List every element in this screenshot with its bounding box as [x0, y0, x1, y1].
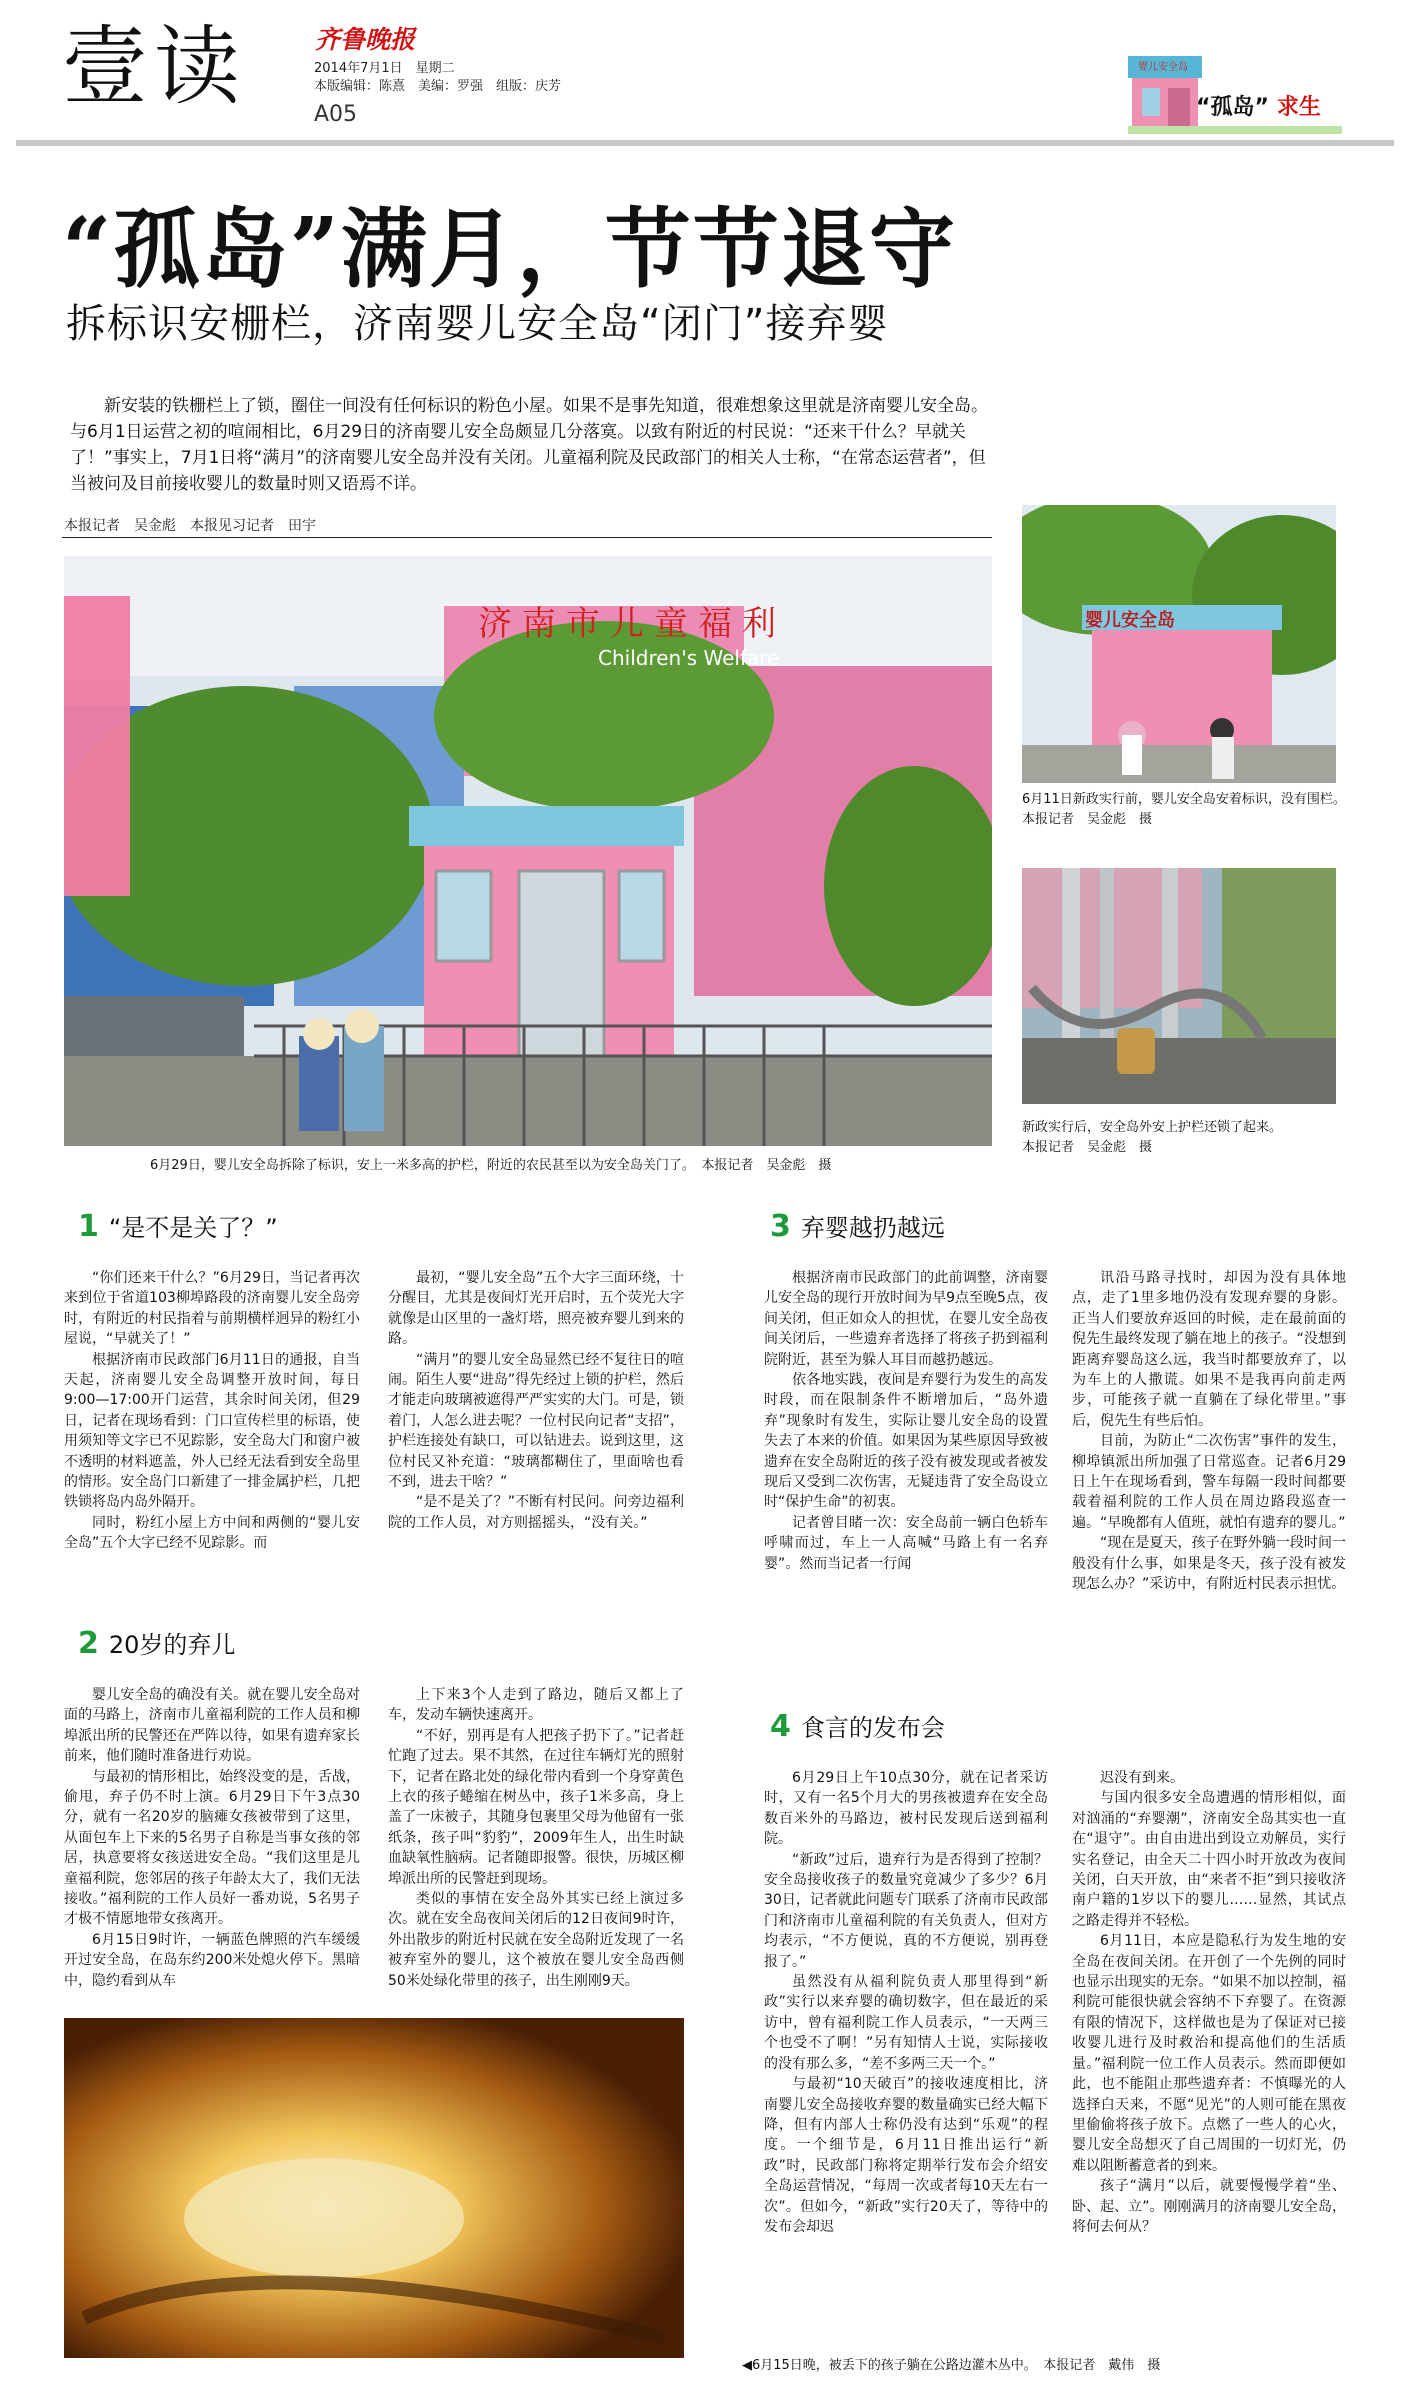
byline: 本报记者 吴金彪 本报见习记者 田宇 — [64, 518, 316, 534]
body-paragraph: 婴儿安全岛的确没有关。就在婴儿安全岛对面的马路上，济南市儿童福利院的工作人员和柳埠派出所的民警还在严阵以待，如果有遗弃家长前来，他们随时准备进行劝说。 — [64, 1687, 360, 1765]
section-3-number: 3 — [770, 1209, 791, 1244]
body-paragraph: “不好，别再是有人把孩子扔下了。”记者赶忙跑了过去。果不其然，在过往车辆灯光的照射下，记者在路北处的绿化带内看到一个身穿黄色上衣的孩子蜷缩在树丛中，孩子1米多高，身上盖了一床被子，其随身包裹里父母为他留有一张纸条，孩子叫“豹豹”，2009年生人，出生时缺血缺氧性脑病。记者随即报警。很快，历城区柳埠派出所的民警赶到现场。 — [388, 1727, 684, 1887]
body-paragraph: 6月29日上午10点30分，就在记者采访时，又有一名5个月大的男孩被遗弃在安全岛数百米外的马路边，被村民发现后送到福利院。 — [764, 1770, 1048, 1848]
right-mid-photo — [1022, 868, 1336, 1104]
right-top-photo — [1022, 505, 1336, 783]
editors-line: 本版编辑：陈熹 美编：罗强 组版：庆芳 — [314, 79, 562, 94]
logo-top-text: 婴儿安全岛 — [1138, 62, 1188, 73]
header-rule — [16, 140, 1394, 146]
body-text — [764, 1268, 1048, 1574]
byline-rule — [62, 537, 992, 538]
bottom-photo — [64, 2018, 684, 2358]
body-paragraph: “满月”的婴儿安全岛显然已经不复往日的喧闹。陌生人要“进岛”得先经过上锁的护栏，然后才能走向玻璃被遮得严严实实的大门。可是，锁着门，人怎么进去呢？一位村民向记者“支招”，护栏连接处有缺口，可以钻进去。说到这里，这位村民又补充道：“玻璃都糊住了，里面啥也看不到，进去干啥？” — [388, 1351, 684, 1491]
body-text — [764, 1768, 1048, 2237]
section-4-title — [770, 1708, 945, 1744]
photo-sign-text: 济南市儿童福利 — [478, 604, 786, 644]
body-text — [1072, 1268, 1346, 1595]
body-paragraph: 目前，为防止“二次伤害”事件的发生，柳埠镇派出所加强了日常巡查。记者6月29日上午在现场看到，警车每隔一段时间都要载着福利院的工作人员在周边路段巡查一遍。“早晚都有人值班，就怕有遗弃的婴儿。” — [1072, 1433, 1346, 1531]
section-3-title — [770, 1208, 945, 1244]
body-paragraph: 记者曾目睹一次：安全岛前一辆白色轿车呼啸而过，车上一人高喊“马路上有一名弃婴”。然而当记者一行闻 — [764, 1514, 1048, 1572]
section-4-title-text: 食言的发布会 — [800, 1714, 945, 1742]
logo-label: “孤岛” — [1196, 95, 1269, 120]
page-number: A05 — [314, 102, 358, 127]
body-paragraph: 孩子“满月”以后，就要慢慢学着“坐、卧、起、立”。刚刚满月的济南婴儿安全岛，将何去何从？ — [1072, 2178, 1346, 2235]
section-1-number: 1 — [78, 1209, 99, 1244]
body-paragraph: 根据济南市民政部门的此前调整，济南婴儿安全岛的现行开放时间为早9点至晚5点，夜间关闭，但正如众人的担忧，在婴儿安全岛夜间关闭后，一些遗弃者选择了将孩子扔到福利院附近，甚至为躲人耳目而越扔越远。 — [764, 1270, 1048, 1368]
body-paragraph: 6月15日9时许，一辆蓝色牌照的汽车缓缓开过安全岛，在岛东约200米处熄火停下。黑暗中，隐约看到从车 — [64, 1931, 360, 1989]
section-2-title-text: 20岁的弃儿 — [108, 1631, 236, 1659]
date-line: 2014年7月1日 星期二 — [314, 61, 455, 76]
body-paragraph: 上下来3个人走到了路边，随后又都上了车，发动车辆快速离开。 — [388, 1687, 684, 1724]
right-mid-caption: 新政实行后，安全岛外安上护栏还锁了起来。 本报记者 吴金彪 摄 — [1022, 1120, 1341, 1155]
body-text — [388, 1268, 684, 1533]
body-paragraph: “现在是夏天，孩子在野外躺一段时间一般没有什么事，如果是冬天，孩子没有被发现怎么办？”采访中，有附近村民表示担忧。 — [1072, 1535, 1346, 1593]
section-4-col-1 — [764, 1768, 1048, 2342]
lead-paragraph: 新安装的铁栅栏上了锁，圈住一间没有任何标识的粉色小屋。如果不是事先知道，很难想象这里就是济南婴儿安全岛。与6月1日运营之初的喧闹相比，6月29日的济南婴儿安全岛颇显几分落寞。以致有附近的村民说：“还来干什么？早就关了！”事实上，7月1日将“满月”的济南婴儿安全岛并没有关闭。儿童福利院及民政部门的相关人士称，“在常态运营者”，但当被问及目前接收婴儿的数量时则又语焉不详。 — [70, 396, 988, 494]
body-paragraph: “新政”过后，遗弃行为是否得到了控制？安全岛接收孩子的数量究竟减少了多少？6月30日，记者就此问题专门联系了济南市民政部门和济南市儿童福利院的有关负责人，但对方均表示，“不方便说，真的不方便说，别再登报了。” — [764, 1851, 1048, 1970]
body-paragraph: 类似的事情在安全岛外其实已经上演过多次。就在安全岛夜间关闭后的12日夜间9时许，外出散步的附近村民就在安全岛附近发现了一名被弃室外的婴儿，这个被放在婴儿安全岛西侧50米处绿化带里的孩子，出生刚刚9天。 — [388, 1891, 684, 1989]
main-photo-caption: 6月29日，婴儿安全岛拆除了标识，安上一米多高的护栏，附近的农民甚至以为安全岛关门了。 本报记者 吴金彪 摄 — [150, 1158, 832, 1173]
section-1-col-2 — [388, 1268, 684, 1618]
subhead: 拆标识安栅栏，济南婴儿安全岛“闭门”接弃婴 — [66, 301, 889, 347]
section-3-title-text: 弃婴越扔越远 — [800, 1214, 945, 1242]
section-2-title — [78, 1625, 235, 1661]
body-text — [64, 1268, 360, 1554]
section-3-col-2 — [1072, 1268, 1346, 1676]
body-paragraph: “是不是关了？”不断有村民问。问旁边福利院的工作人员，对方则摇摇头，“没有关。” — [388, 1494, 684, 1531]
body-text — [1072, 1768, 1346, 2237]
paper-logo: 齐鲁晚报 — [315, 25, 416, 54]
body-paragraph: 6月11日，本应是隐私行为发生地的安全岛在夜间关闭。在开创了一个先例的同时也显示出现实的无奈。“如果不加以控制，福利院可能很快就会容纳不下弃婴了。在资源有限的情况下，这样做也是为了保证对已接收婴儿进行及时救治和提高他们的生活质量。”福利院一位工作人员表示。然而即便如此，也不能阻止那些遗弃者：不慎曝光的人选择白天来，不愿“见光”的人则可能在黑夜里偷偷将孩子放下。点燃了一些人的心火，婴儿安全岛想灭了自己周围的一切灯光，仍难以阻断蓄意者的到来。 — [1072, 1933, 1346, 2174]
body-paragraph: “你们还来干什么？”6月29日，当记者再次来到位于省道103柳埠路段的济南婴儿安全岛旁时，有附近的村民指着与前期横样迥异的粉红小屋说，“早就关了！” — [64, 1270, 360, 1348]
photo-sign-en: Children's Welfare — [598, 646, 780, 670]
right-top-caption: 6月11日新政实行前，婴儿安全岛安着标识，没有围栏。 本报记者 吴金彪 摄 — [1022, 792, 1353, 827]
logo-label-red: 求生 — [1276, 95, 1321, 120]
body-paragraph: 讯沿马路寻找时，却因为没有具体地点，走了1里多地仍没有发现弃婴的身影。正当人们要放弃返回的时候，走在最前面的倪先生最终发现了躺在地上的孩子。“没想到距离弃婴岛这么远，我当时都要放弃了，以为车上的人撒谎。如果不是我再向前走两步，可能孩子就一直躺在了绿化带里。”事后，倪先生有些后怕。 — [1072, 1270, 1346, 1429]
section-4-col-2 — [1072, 1768, 1346, 2342]
section-2-col-2 — [388, 1685, 684, 2005]
section-4-number: 4 — [770, 1709, 791, 1744]
section-1-title — [78, 1208, 278, 1244]
section-3-col-1 — [764, 1268, 1048, 1676]
body-paragraph: 虽然没有从福利院负责人那里得到“新政”实行以来弃婴的确切数字，但在最近的采访中，曾有福利院工作人员表示，“一天两三个也受不了啊！”另有知情人士说，实际接收的没有那么多，“差不多两三天一个。” — [764, 1974, 1048, 2072]
body-paragraph: 与最初“10天破百”的接收速度相比，济南婴儿安全岛接收弃婴的数量确实已经大幅下降，但有内部人士称仍没有达到“乐观”的程度。一个细节是，6月11日推出运行“新政”时，民政部门称将定期举行发布会介绍安全岛运营情况，“每周一次或者每10天左右一次”。但如今，“新政”实行20天了，等待中的发布会却迟 — [764, 2076, 1048, 2235]
body-paragraph: 与最初的情形相比，始终没变的是，舌战，偷甩，弃子仍不时上演。6月29日下午3点30分，就有一名20岁的脑瘫女孩被带到了这里，从面包车上下来的5名男子自称是当事女孩的邻居，执意要将女孩送进安全岛。“我们这里是儿童福利院，您邻居的孩子年龄太大了，我们无法接收。”福利院的工作人员好一番劝说，5名男子才极不情愿地带女孩离开。 — [64, 1768, 360, 1928]
body-paragraph: 最初，“婴儿安全岛”五个大字三面环绕，十分醒目，尤其是夜间灯光开启时，五个荧光大字就像是山区里的一盏灯塔，照亮被弃婴儿到来的路。 — [388, 1270, 684, 1348]
body-paragraph: 根据济南市民政部门6月11日的通报，自当天起，济南婴儿安全岛调整开放时间，每日9:00—17:00开门运营，其余时间关闭，但29日，记者在现场看到：门口宣传栏里的标语，使用须知等文字已不见踪影，安全岛大门和窗户被不透明的材料遮盖，外人已经无法看到安全岛里的情形。安全岛门口新建了一排金属护栏，几把铁锁将岛内岛外隔开。 — [64, 1351, 360, 1511]
right-photo-sign: 婴儿安全岛 — [1085, 610, 1175, 631]
body-text — [388, 1685, 684, 1991]
section-title: 壹读 — [62, 17, 246, 117]
column-logo-title — [1196, 90, 1321, 121]
body-paragraph: 依各地实践，夜间是弃婴行为发生的高发时段，而在限制条件不断增加后，“岛外遗弃”现象时有发生，实际让婴儿安全岛的设置失去了本来的价值。如果因为某些原因导致被遗弃在安全岛附近的孩子没有被发现或者被发现后又受到二次伤害，无疑违背了安全岛设立时“保护生命”的初衷。 — [764, 1372, 1048, 1511]
bottom-photo-caption: ◀6月15日晚，被丢下的孩子躺在公路边灌木丛中。 本报记者 戴伟 摄 — [742, 2358, 1161, 2373]
body-text — [64, 1685, 360, 1991]
section-2-number: 2 — [78, 1626, 99, 1661]
headline: “孤岛”满月，节节退守 — [62, 199, 957, 300]
section-2-col-1 — [64, 1685, 360, 2005]
section-1-col-1 — [64, 1268, 360, 1618]
section-1-title-text: “是不是关了？” — [108, 1214, 278, 1242]
body-paragraph: 与国内很多安全岛遭遇的情形相似，面对汹涌的“弃婴潮”，济南安全岛其实也一直在“退守”。由自由进出到设立劝解员，实行实名登记，由全天二十四小时开放改为夜间关闭，白天开放，由“来者不拒”到只接收济南户籍的1岁以下的婴儿……显然，其试点之路走得并不轻松。 — [1072, 1790, 1346, 1929]
body-paragraph: 同时，粉红小屋上方中间和两侧的“婴儿安全岛”五个大字已经不见踪影。而 — [64, 1514, 360, 1552]
body-paragraph: 迟没有到来。 — [1100, 1770, 1184, 1786]
